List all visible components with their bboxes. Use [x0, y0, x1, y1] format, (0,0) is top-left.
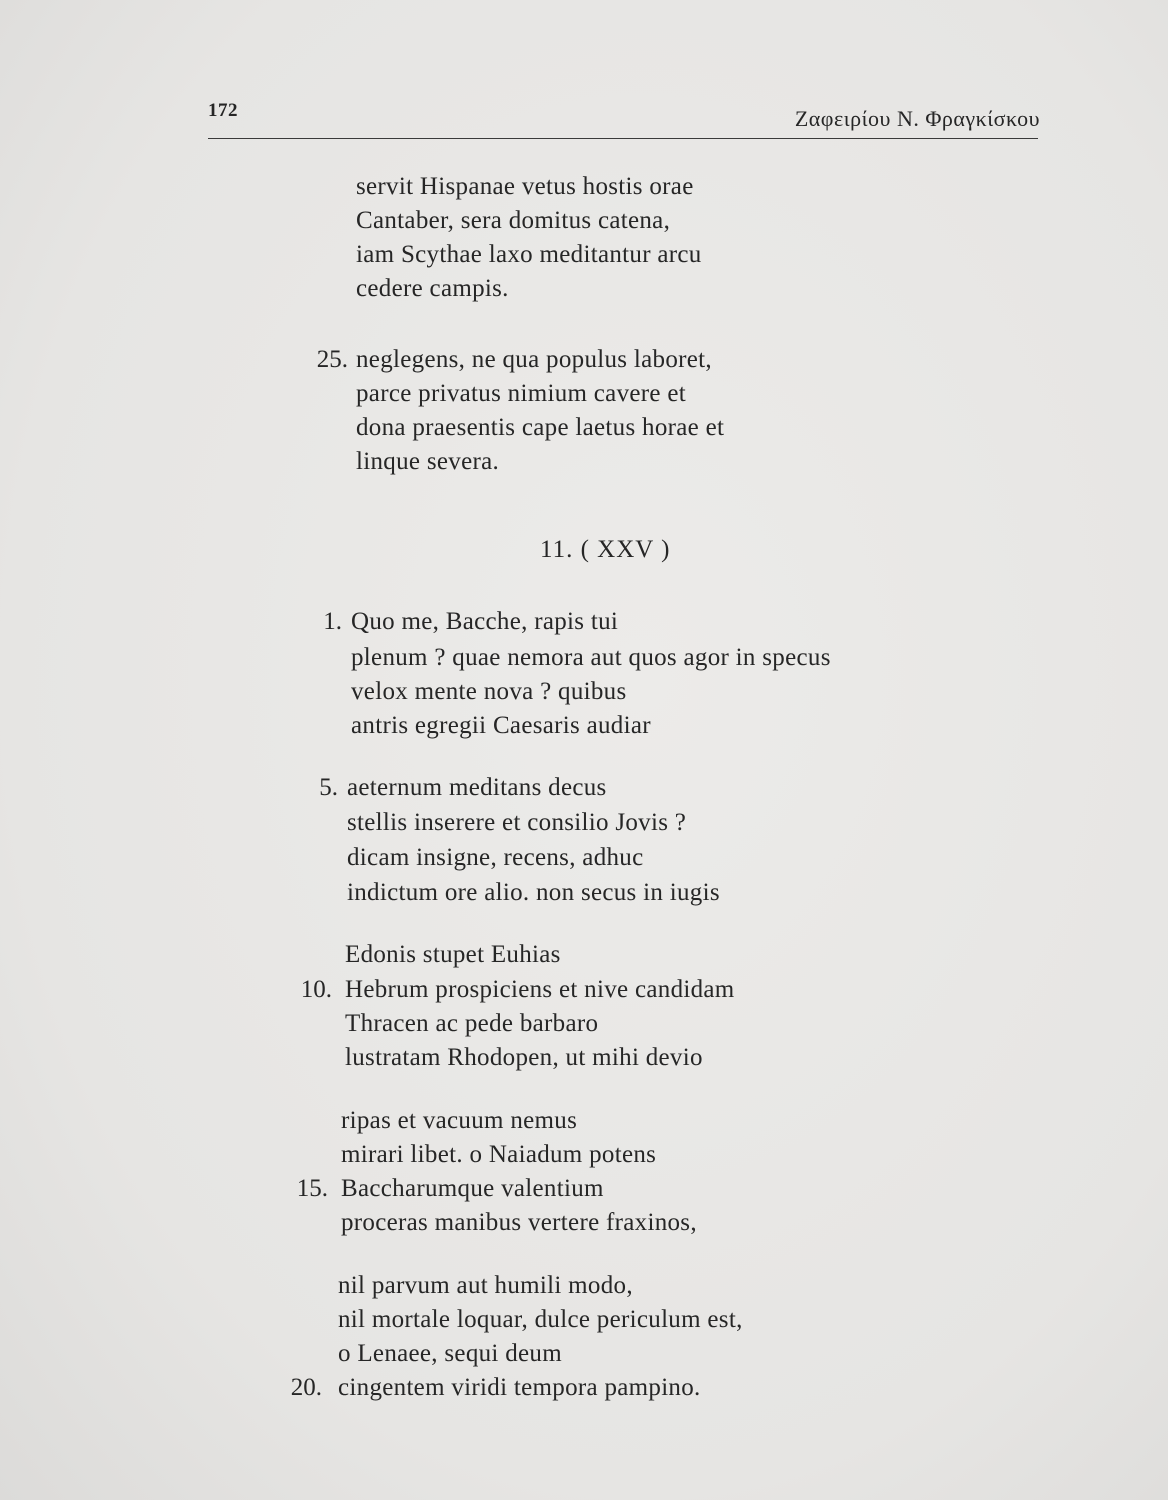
verse-line: dona praesentis cape laetus horae et [356, 414, 725, 441]
verse-line: ripas et vacuum nemus [341, 1107, 578, 1134]
verse-line: aeternum meditans decus [347, 774, 607, 801]
verse-line: Baccharumque valentium [341, 1175, 604, 1202]
verse-line: velox mente nova ? quibus [351, 678, 627, 705]
verse-number: 20. [290, 1374, 322, 1401]
verse-line: dicam insigne, recens, adhuc [347, 844, 644, 871]
verse-line: Cantaber, sera domitus catena, [356, 207, 671, 234]
verse-line: o Lenaee, sequi deum [338, 1340, 562, 1367]
verse-line: parce privatus nimium cavere et [356, 380, 686, 407]
verse-number: 10. [300, 976, 332, 1003]
verse-line: plenum ? quae nemora aut quos agor in specus [351, 644, 831, 671]
verse-line: nil mortale loquar, dulce periculum est, [338, 1306, 743, 1333]
verse-line: proceras manibus vertere fraxinos, [341, 1209, 697, 1236]
page-number: 172 [208, 100, 238, 121]
verse-line: iam Scythae laxo meditantur arcu [356, 241, 702, 268]
header-rule [208, 138, 1038, 139]
verse-number: 1. [323, 608, 342, 635]
verse-line: cedere campis. [356, 275, 509, 302]
verse-line: mirari libet. o Naiadum potens [341, 1141, 657, 1168]
verse-line: Thracen ac pede barbaro [345, 1010, 599, 1037]
running-header-author: Ζαφειρίου Ν. Φραγκίσκου [794, 106, 1040, 131]
poem-title: 11. ( XXV ) [540, 536, 671, 563]
verse-line: neglegens, ne qua populus laboret, [356, 346, 712, 373]
verse-number: 15. [296, 1175, 328, 1202]
verse-line: indictum ore alio. non secus in iugis [347, 879, 720, 906]
verse-number: 25. [316, 346, 348, 373]
verse-line: servit Hispanae vetus hostis orae [356, 173, 694, 200]
verse-line: lustratam Rhodopen, ut mihi devio [345, 1044, 703, 1071]
verse-line: linque severa. [356, 448, 500, 475]
verse-line: stellis inserere et consilio Jovis ? [347, 809, 687, 836]
verse-line: Hebrum prospiciens et nive candidam [345, 976, 735, 1003]
verse-line: Edonis stupet Euhias [345, 941, 561, 968]
verse-number: 5. [319, 774, 338, 801]
verse-line: cingentem viridi tempora pampino. [338, 1374, 701, 1401]
verse-line: nil parvum aut humili modo, [338, 1272, 633, 1299]
verse-line: Quo me, Bacche, rapis tui [351, 608, 619, 635]
verse-line: antris egregii Caesaris audiar [351, 712, 651, 739]
